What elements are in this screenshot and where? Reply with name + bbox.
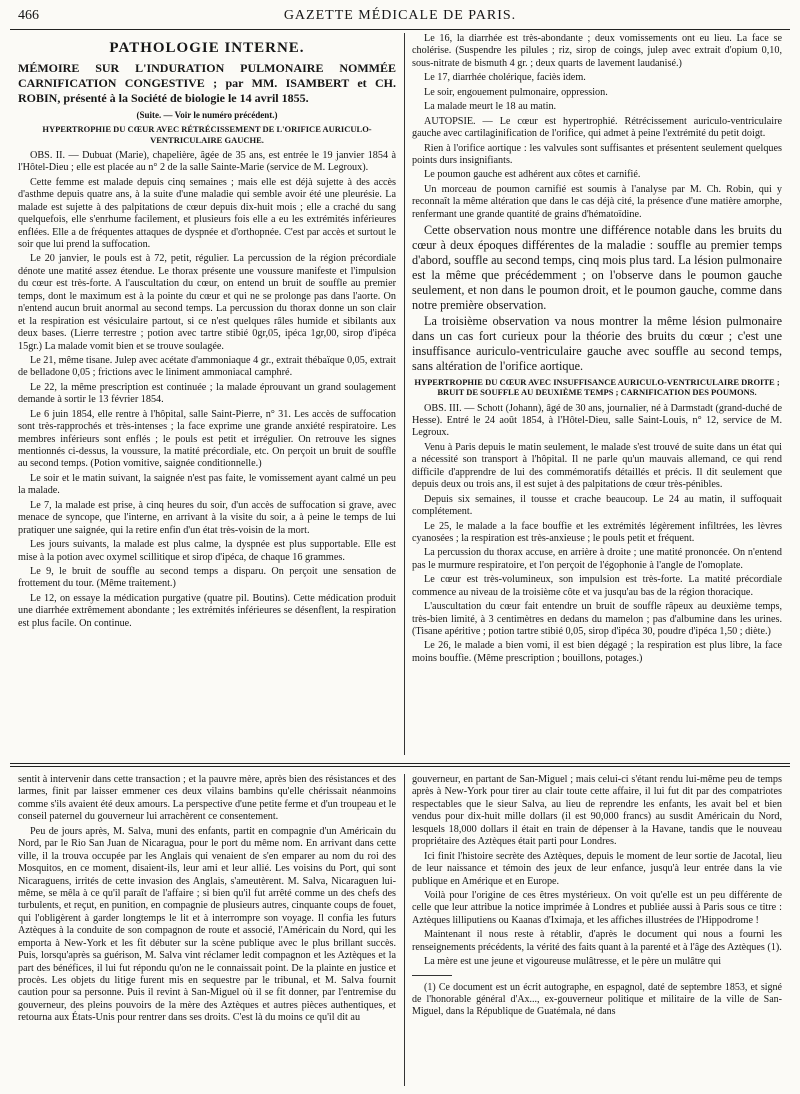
- paragraph: sentit à intervenir dans cette transaction ; et la pauvre mère, après bien des résistances et des larmes, finit par laisser emmener ces deux vilains bambins qu'elle chérissait néanmoins comme s'ils avaient été deux amours. La perspective d'une petite ferme et d'un troupeau et le conseil paternel du gouverneur lui arrachèrent ce consentement.: [18, 774, 396, 823]
- paragraph: Le 16, la diarrhée est très-abondante ; deux vomissements ont eu lieu. La face se cholérise. (Suspendre les pilules ; riz, sirop de coings, julep avec extrait d'opium 0,10, sous-nitrate de bismuth 4 gr. ; deux quarts de lavement laudanisé.): [412, 33, 782, 69]
- header-rule: [10, 29, 790, 30]
- paragraph: AUTOPSIE. — Le cœur est hypertrophié. Rétrécissement auriculo-ventriculaire gauche avec cartilaginification de l'orifice, qui admet à peine l'extrémité du petit doigt.: [412, 115, 782, 140]
- page-number: 466: [18, 8, 39, 23]
- paragraph: Le 22, la même prescription est continuée ; la malade éprouvant un grand soulagement demande à sortir le 13 février 1854.: [18, 381, 396, 406]
- paragraph: Les jours suivants, la malade est plus calme, la dyspnée est plus supportable. Elle est mise à la potion avec oxymel scillitique et sirop d'ipéca, de chaque 16 grammes.: [18, 539, 396, 563]
- paragraph: Le 9, le bruit de souffle au second temps a disparu. On perçoit une sensation de frottement du tour. (Même traitement.): [18, 565, 396, 590]
- article-left-column: [18, 33, 396, 755]
- case-subheading: HYPERTROPHIE DU CŒUR AVEC INSUFFISANCE AURICULO-VENTRICULAIRE DROITE ; BRUIT DE SOUFFLE AU DEUXIÈME TEMPS ; CARNIFICATION DES POUMONS.: [414, 376, 780, 398]
- case-subheading: HYPERTROPHIE DU CŒUR AVEC RÉTRÉCISSEMENT DE L'ORIFICE AURICULO-VENTRICULAIRE GAUCHE.: [42, 124, 372, 145]
- paragraph: gouverneur, en partant de San-Miguel ; mais celui-ci s'étant rendu lui-même peu de temps après à New-York pour tirer au clair toute cette affaire, il lui fut dit par des compatriotes respectables que le sieur Salva, au lieu de reprendre les enfants, les avait bel et bien vendus pour dix-huit mille dollars (il est 90,000 francs) au susdit Américain du Nord, lesquels 18,000 dollars il était en train de dépenser à la Havane, tandis que le nouveau propriétaire des Aztèques était parti pour Londres.: [412, 774, 782, 848]
- paragraph: Le 26, le malade a bien vomi, il est bien dégagé ; la respiration est plus libre, la face moins bouffie. (Même prescription ; bouillons, potages.): [412, 640, 782, 664]
- paragraph: Le 20 janvier, le pouls est à 72, petit, régulier. La percussion de la région précordiale dénote une matité assez étendue. Le thorax présente une voussure manifeste et l'impulsion du cœur est très-forte. A l'auscultation du cœur, on entend un bruit de souffle au premier temps, dont le maximum est à la pointe du cœur et qui ne se prolonge pas dans l'aorte. On n'entend aucun bruit anormal au second temps. La percussion du thorax donne un son clair et la respiration est vésiculaire partout, si ce n'est quelques râles humide et sibilants aux deux bases. (Lierre terrestre ; potion avec tartre stibié 0gr,05, ipéca 1gr,00, sirop d'ipéca 15gr.) La malade vomit bien et se trouve soulagée.: [18, 253, 396, 352]
- paragraph: Cette observation nous montre une différence notable dans les bruits du cœur à deux époques différentes de la maladie : souffle au premier temps d'abord, souffle au second temps, cinq mois plus tard. La lésion pulmonaire est la même que précédemment ; on l'observe dans le poumon gauche seulement, et non dans le poumon droit, et le poumon gauche, comme dans notre première observation.: [412, 223, 782, 312]
- page-header: [18, 8, 782, 26]
- footnote: (1) Ce document est un écrit autographe, en espagnol, daté de septembre 1853, et signé de l'honorable général d'Ax..., ex-gouverneur politique et militaire de la ville de San-Miguel, dans la République de Guatémala, né dans: [412, 981, 782, 1017]
- paragraph: OBS. III. — Schott (Johann), âgé de 30 ans, journalier, né à Darmstadt (grand-duché de Hesse). Entré le 24 août 1854, à l'Hôtel-Dieu, salle Saint-Louis, n° 12, service de M. Legroux.: [412, 402, 782, 439]
- paragraph: Le 12, on essaye la médication purgative (quatre pil. Boutins). Cette médication produit une diarrhée extrêmement abondante ; les extrémités inférieures se désenflent, la respiration est plus facile. On continue.: [18, 592, 396, 629]
- paragraph: Rien à l'orifice aortique : les valvules sont suffisantes et présentent seulement quelques points durs insignifiants.: [412, 142, 782, 166]
- continuation-note: (Suite. — Voir le numéro précédent.): [136, 110, 278, 121]
- paragraph: Le 6 juin 1854, elle rentre à l'hôpital, salle Saint-Pierre, n° 31. Les accès de suffocation sont très-rapprochés et très-intenses ; la face exprime une grande anxiété respiratoire. Les membres inférieurs sont enflés ; le pouls est petit et irrégulier. On retrouve les signes mentionnés ci-dessus, la voussure, la matité précordiale, etc. On perçoit un bruit de souffle au second temps. (Potion vomitive, saignée conditionnelle.): [18, 408, 396, 470]
- paragraph: Un morceau de poumon carnifié est soumis à l'analyse par M. Ch. Robin, qui y reconnaît la même altération que dans le cas déjà cité, la présence d'une matière amorphe, renfermant une grande quantité de grains d'hématoïdine.: [412, 183, 782, 220]
- paragraph: Le soir, engouement pulmonaire, oppression.: [424, 86, 608, 98]
- column-divider: [404, 33, 405, 755]
- feuilleton-right-column: [412, 774, 782, 1086]
- paragraph: L'auscultation du cœur fait entendre un bruit de souffle râpeux au deuxième temps, très-bien limité, à 3 centimètres en dedans du mamelon ; pas d'albumine dans les urines. (Tisane apéritive ; potion tartre stibié 0,05, sirop d'ipéca 30, poudre d'ipéca 1,50 ; diète.): [412, 601, 782, 638]
- paragraph: Depuis six semaines, il tousse et crache beaucoup. Le 24 au matin, il suffoquait complétement.: [412, 493, 782, 518]
- paragraph: La malade meurt le 18 au matin.: [424, 101, 557, 113]
- paragraph: Ici finit l'histoire secrète des Aztèques, depuis le moment de leur sortie de Jacotal, lieu de leur naissance et témoin des jeux de leur enfance, jusqu'à leur entrée dans la vie publique en Amérique et en Europe.: [412, 850, 782, 887]
- paragraph: La mère est une jeune et vigoureuse mulâtresse, et le père un mulâtre qui: [424, 956, 722, 968]
- article-right-column: [412, 33, 782, 755]
- paragraph: La troisième observation va nous montrer la même lésion pulmonaire dans un cas fort curieux pour la théorie des bruits du cœur ; c'est une insuffisance auriculo-ventriculaire gauche avec souffle au second temps, sans altération de l'orifice aortique.: [412, 314, 782, 373]
- paragraph: OBS. II. — Dubuat (Marie), chapelière, âgée de 35 ans, est entrée le 19 janvier 1854 à l'Hôtel-Dieu ; elle est placée au n° 2 de la salle Sainte-Marie (service de M. Legroux).: [18, 149, 396, 174]
- paragraph: Cette femme est malade depuis cinq semaines ; mais elle est déjà sujette à des accès d'asthme depuis quatre ans, à la suite d'une maladie qui semble avoir été une pleurésie. La malade est sujette à des palpitations de cœur depuis dix-huit mois ; elle a craché du sang quelquefois, elle s'enrhume facilement, et plusieurs fois elle a eu les extrémités inférieures enflées. Elle a de fréquentes attaques de dyspnée et d'orthopnée. C'est par accès et surtout le soir que lui prend la suffocation.: [18, 176, 396, 251]
- paragraph: Le 21, même tisane. Julep avec acétate d'ammoniaque 4 gr., extrait thébaïque 0,05, extrait de belladone 0,05 ; frictions avec le liniment ammoniacal camphré.: [18, 354, 396, 379]
- footnote-rule: [412, 975, 452, 976]
- paragraph: Peu de jours après, M. Salva, muni des enfants, partit en compagnie d'un Américain du Nord, par le Rio San Juan de Nicaragua, pour le port du même nom. En arrivant dans cette ville, il la trouva occupée par les Anglais qui venaient de s'en emparer au nom du roi des Mosquitos, en ce moment, disaient-ils, leur ami et leur allié. Les voisins du Port, qui sont Nicaraguens, irrités de cette invasion des Anglais, s'ameutèrent. M. Salva, Nicaraguen lui-même, se mêla à ce qu'il paraît de l'affaire ; si bien qu'il fut arrêté comme un des chefs des turbulents, et reçut, en punition, en compagnie de plusieurs autres, cinquante coups de fouet, qui l'obligèrent à garder longtemps le lit et à interrompre son voyage. Il confia les futurs Aztèques à la conduite de son compagnon de route et associé, l'Américain du Nord, qui les emporta à New-York et les fit débuter sur la scène publique avec le plus brillant succès. Puis, lorsqu'après sa guérison, M. Salva vint réclamer ledit compagnon et les Aztèques et la part des bénéfices, il lui fut répondu qu'on ne le connaissait point. De la plainte en justice et procès. Les objets du litige furent mis en sequestre par le tribunal, et M. Salva fournit caution pour sa personne. Puis il revint à San-Miguel où il se fit donner, par l'entremise du gouverneur, des pleins pouvoirs de la mère des Aztèques et autres pièces authentiques, et retourna aux États-Unis pour rentrer dans ses droits. C'est là du moins ce qu'il dit au: [18, 825, 396, 1024]
- paragraph: Le cœur est très-volumineux, son impulsion est très-forte. La matité précordiale commence au niveau de la troisième côte et va jusqu'au bas de la région thoracique.: [412, 574, 782, 598]
- paragraph: Venu à Paris depuis le matin seulement, le malade s'est trouvé de suite dans un état qui a nécessité son transport à l'hôpital. Il ne parle qu'un mauvais allemand, ce qui rend difficile d'apprendre de lui des commémoratifs détaillés et précis. Il dit seulement que depuis deux ou trois ans, il est sujet à des palpitations de cœur très-pénibles.: [412, 441, 782, 491]
- paragraph: Voilà pour l'origine de ces êtres mystérieux. On voit qu'elle est un peu différente de celle que leur attribue la notice imprimée à Londres et publiée aussi à Paris sous ce titre : Aztèques lilliputiens ou Kaanas d'Iximaja, et les affiches illustrées de l'Hippodrome !: [412, 889, 782, 926]
- paragraph: Le poumon gauche est adhérent aux côtes et carnifié.: [424, 169, 641, 181]
- paragraph: Le 17, diarrhée cholérique, faciès idem.: [424, 72, 586, 84]
- journal-title: GAZETTE MÉDICALE DE PARIS.: [283, 8, 517, 23]
- feuilleton-left-column: [18, 774, 396, 1086]
- paragraph: La percussion du thorax accuse, en arrière à droite ; une matité prononcée. On n'entend pas le murmure respiratoire, et l'on perçoit de l'égophonie à l'angle de l'omoplate.: [412, 547, 782, 571]
- feuilleton-rule: [10, 766, 790, 767]
- paragraph: Maintenant il nous reste à rétablir, d'après le document qui nous a fourni les renseignements précédents, la vérité des faits quant à la parenté et à l'âge des Aztèques (1).: [412, 929, 782, 953]
- column-divider: [404, 774, 405, 1086]
- memoir-title: MÉMOIRE SUR L'INDURATION PULMONAIRE NOMMÉE CARNIFICATION CONGESTIVE ; par MM. ISAMBERT et CH. ROBIN, présenté à la Société de biologie le 14 avril 1855.: [18, 61, 396, 106]
- paragraph: Le 7, la malade est prise, à cinq heures du soir, d'un accès de suffocation si grave, avec menace de syncope, que l'interne, en arrivant à la visite du soir, a à peine le temps de lui pratiquer une saignée, qui la retire enfin d'un état très-voisin de la mort.: [18, 499, 396, 536]
- paragraph: Le soir et le matin suivant, la saignée n'est pas faite, le vomissement ayant calmé un peu la malade.: [18, 472, 396, 497]
- paragraph: Le 25, le malade a la face bouffie et les extrémités légèrement infiltrées, les lèvres cyanosées ; la respiration est très-anxieuse ; le pouls petit et fréquent.: [412, 520, 782, 544]
- section-title: PATHOLOGIE INTERNE.: [109, 40, 305, 56]
- feuilleton-rule: [10, 763, 790, 764]
